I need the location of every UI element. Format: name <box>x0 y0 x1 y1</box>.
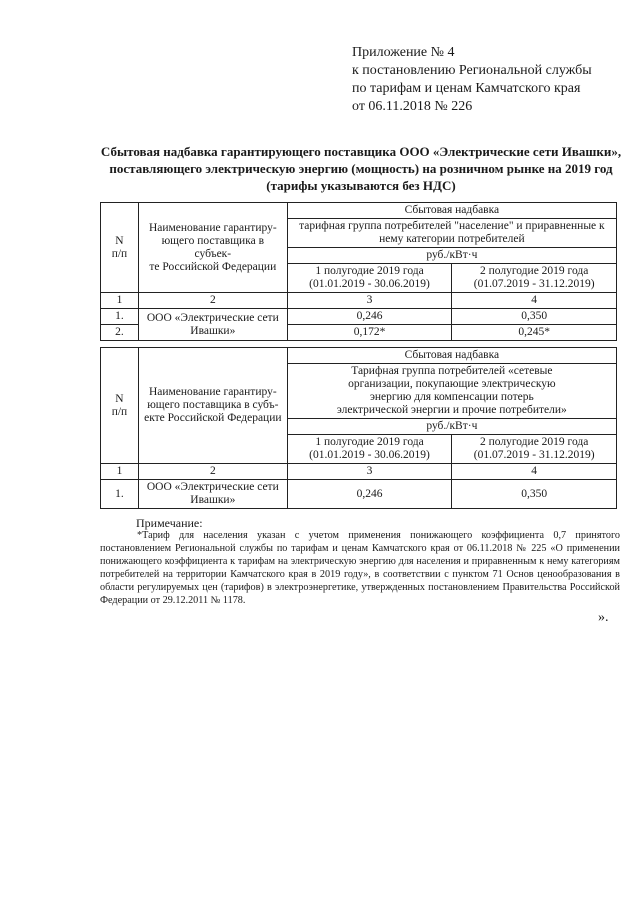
index-cell: 3 <box>287 464 452 480</box>
value-period-2: 0,245* <box>452 325 617 341</box>
index-cell: 2 <box>138 293 287 309</box>
index-cell: 4 <box>452 464 617 480</box>
index-cell: 3 <box>287 293 452 309</box>
header-period-2: 2 полугодие 2019 года (01.07.2019 - 31.12.2019) <box>452 264 617 293</box>
tariff-table-population <box>100 202 617 341</box>
value-period-2: 0,350 <box>452 480 617 509</box>
supplier-name: ООО «Электрические сети Ивашки» <box>138 309 287 341</box>
header-period-2: 2 полугодие 2019 года (01.07.2019 - 31.12.2019) <box>452 435 617 464</box>
closing-quote: ». <box>598 610 609 625</box>
tariff-table-network <box>100 347 617 509</box>
value-period-1: 0,246 <box>287 480 452 509</box>
appendix-line-2: к постановлению Региональной службы <box>352 63 592 78</box>
row-num: 1. <box>101 309 139 325</box>
header-period-1: 1 полугодие 2019 года (01.01.2019 - 30.06.2019) <box>287 435 452 464</box>
title-line-3: (тарифы указываются без НДС) <box>266 178 456 193</box>
header-unit: руб./кВт·ч <box>287 419 616 435</box>
value-period-1: 0,246 <box>287 309 452 325</box>
header-markup: Сбытовая надбавка <box>287 348 616 364</box>
header-supplier-name: Наименование гарантиру- ющего поставщика в субъек- те Российской Федерации <box>138 203 287 293</box>
document-title <box>96 143 626 194</box>
row-num: 1. <box>101 480 139 509</box>
index-cell: 4 <box>452 293 617 309</box>
appendix-header <box>352 44 592 116</box>
value-period-2: 0,350 <box>452 309 617 325</box>
header-num: N п/п <box>101 203 139 293</box>
header-unit: руб./кВт·ч <box>287 248 616 264</box>
header-tariff-group: Тарифная группа потребителей «сетевые организации, покупающие электрическую энергию для компенсации потерь электрической энергии и прочие потребители» <box>287 364 616 419</box>
row-num: 2. <box>101 325 139 341</box>
index-cell: 1 <box>101 464 139 480</box>
table-row <box>101 309 617 325</box>
value-period-1: 0,172* <box>287 325 452 341</box>
title-line-2: поставляющего электрическую энергию (мощность) на розничном рынке на 2019 год <box>109 161 613 176</box>
header-supplier-name: Наименование гарантиру- ющего поставщика в субъ- екте Российской Федерации <box>138 348 287 464</box>
appendix-line-4: от 06.11.2018 № 226 <box>352 99 473 114</box>
index-cell: 2 <box>138 464 287 480</box>
header-period-1: 1 полугодие 2019 года (01.01.2019 - 30.06.2019) <box>287 264 452 293</box>
title-line-1: Сбытовая надбавка гарантирующего поставщика ООО «Электрические сети Ивашки», <box>100 144 622 159</box>
note-heading: Примечание: <box>136 516 203 530</box>
supplier-name: ООО «Электрические сети Ивашки» <box>138 480 287 509</box>
header-markup: Сбытовая надбавка <box>287 203 616 219</box>
appendix-line-3: по тарифам и ценам Камчатского края <box>352 81 581 96</box>
header-num: N п/п <box>101 348 139 464</box>
appendix-line-1: Приложение № 4 <box>352 45 455 60</box>
header-tariff-group: тарифная группа потребителей "население" и приравненные к нему категории потребителей <box>287 219 616 248</box>
note-text: *Тариф для населения указан с учетом применения понижающего коэффициента 0,7 принятого постановлением Региональной службы по тарифам и ценам Камчатского края от 06.11.2018 № 225 «О применении понижающего коэффициента к тарифам на электрическую энергию для населения и приравненным к нему категориям потребителей на территории Камчатского края в 2019 году», в соответствии с пунктом 71 Основ ценообразования в области регулируемых цен (тарифов) в электроэнергетике, утвержденных постановлением Правительства Российской Федерации от 29.12.2011 № 1178. <box>100 530 620 606</box>
table-row <box>101 480 617 509</box>
index-cell: 1 <box>101 293 139 309</box>
